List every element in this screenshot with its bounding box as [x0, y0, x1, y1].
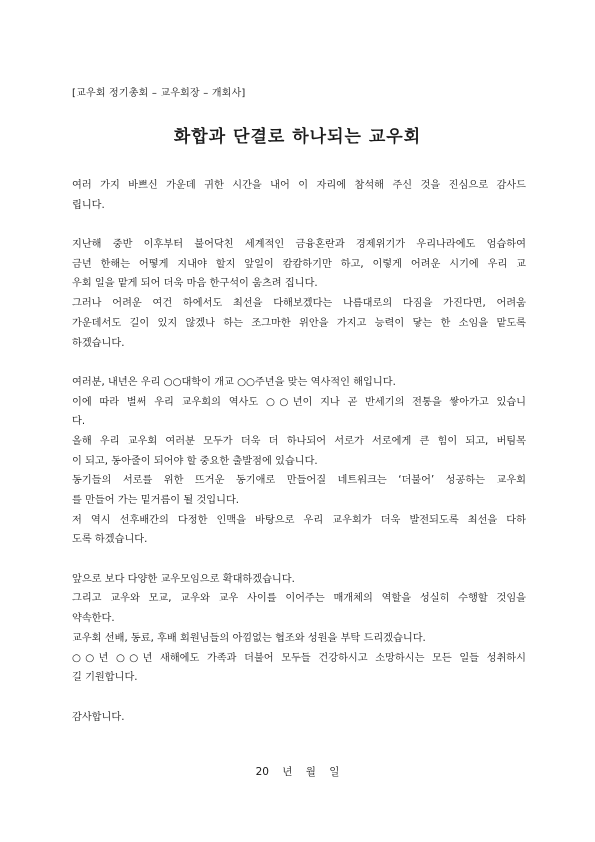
body-line: 가운데서도 길이 있지 않겠나 하는 조그마한 위안을 가지고 능력이 닿는 한 소임을 맡도록 [72, 317, 526, 329]
body-line: 그러나 어려운 여건 하에서도 최선을 다해보겠다는 나름대로의 다짐을 가진다면, 어려움 [72, 298, 526, 310]
body-line: 앞으로 보다 다양한 교우모임으로 확대하겠습니다. [72, 573, 295, 585]
body-line: 하겠습니다. [72, 337, 125, 349]
body-line: 동기들의 서로를 위한 뜨거운 동기애로 만들어질 네트워크는 ‘더불어’ 성공하는 교우회 [72, 475, 526, 487]
body-line: 여러분, 내년은 우리 ○○대학이 개교 ○○주년을 맞는 역사적인 해입니다. [72, 376, 396, 388]
body-line: 금년 한해는 어떻게 지내야 할지 앞일이 캄캄하기만 하고, 이렇게 어려운 시기에 우리 교 [72, 258, 526, 270]
body-line: 교우회 선배, 동료, 후배 회원님들의 아낌없는 협조와 성원을 부탁 드리겠습니다. [72, 632, 426, 644]
closing-line: 감사합니다. [72, 711, 125, 723]
document-header-tag: [교우회 정기총회 – 교우회장 – 개회사] [72, 88, 246, 99]
body-line: 를 만들어 가는 밑거름이 될 것입니다. [72, 495, 240, 506]
document-title: 화합과 단결로 하나되는 교우회 [173, 127, 422, 147]
paragraph-gap [72, 215, 526, 235]
paragraph-gap [72, 353, 526, 373]
body-line: 그리고 교우와 모교, 교우와 교우 사이를 이어주는 매개체의 역할을 성실히 수행할 것임을 [72, 593, 526, 605]
paragraph-gap [72, 550, 526, 570]
body-line: 약속한다. [72, 613, 115, 625]
body-line: 저 역시 선후배간의 다정한 인맥을 바탕으로 우리 교우회가 더욱 발전되도록 최선을 다하 [72, 514, 526, 526]
body-line: 우회 일을 맡게 되어 더욱 마음 한구석이 움츠려 집니다. [72, 278, 318, 290]
body-line: 올해 우리 교우회 여러분 모두가 더욱 더 하나되어 서로가 서로에게 큰 힘이 되고, 버팀목 [72, 435, 526, 447]
body-line: 이 되고, 동아줄이 되어야 할 중요한 출발점에 있습니다. [72, 455, 318, 467]
body-line: 이에 따라 벌써 우리 교우회의 역사도 ○○년이 지나 곧 반세기의 전통을 쌓아가고 있습니 [72, 396, 526, 408]
date-line: 20 년 월 일 [255, 766, 340, 778]
body-line: 다. [72, 416, 86, 428]
body-line: 도록 하겠습니다. [72, 534, 148, 546]
document-body [72, 176, 526, 727]
body-line: 립니다. [72, 199, 105, 211]
paragraph-gap [72, 688, 526, 708]
body-line: ○○년 ○○년 새해에도 가족과 더불어 모두들 건강하시고 소망하시는 모든 일들 성취하시 [72, 652, 526, 664]
body-line: 여러 가지 바쁘신 가운데 귀한 시간을 내어 이 자리에 참석해 주신 것을 진심으로 감사드 [72, 180, 526, 191]
body-line: 지난해 중반 이후부터 불어닥친 세계적인 금융혼란과 경제위기가 우리나라에도 엄습하여 [72, 239, 526, 251]
body-line: 길 기원합니다. [72, 672, 138, 684]
